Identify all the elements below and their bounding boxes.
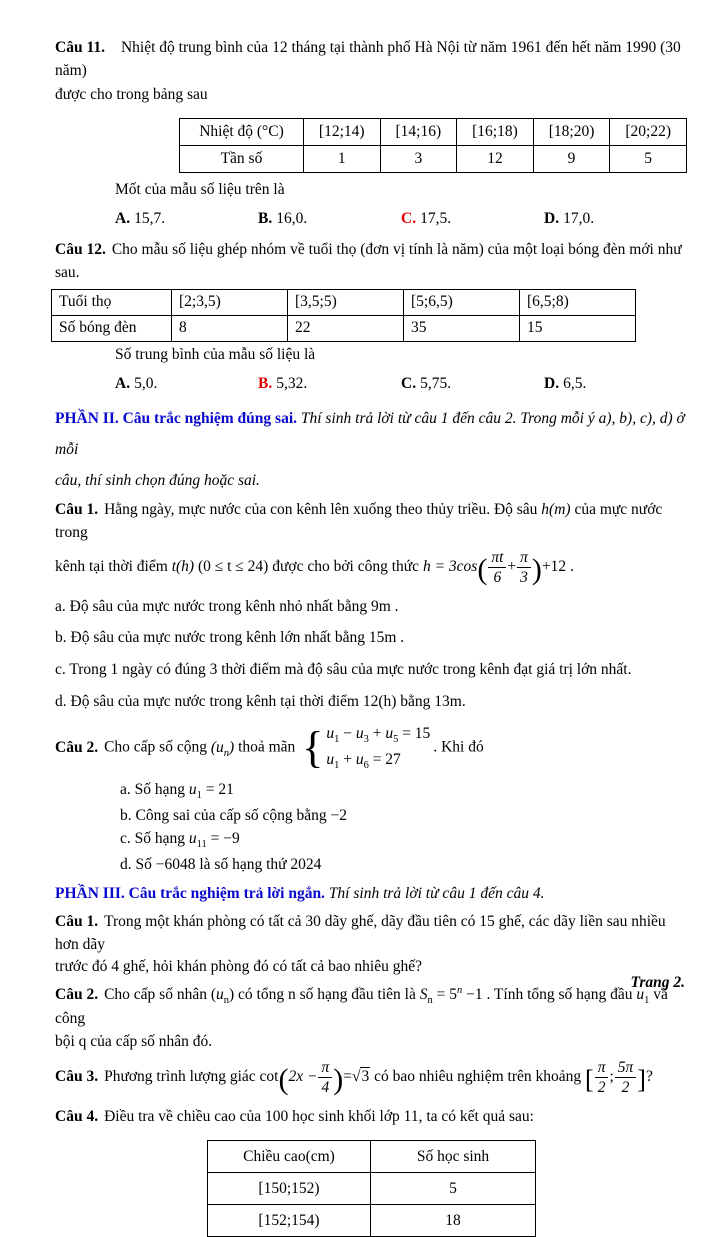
question-12-label: Câu 12.	[55, 241, 106, 259]
table-cell: [16;18)	[457, 118, 534, 145]
question-12-answers	[115, 373, 687, 395]
equals-sign: =	[343, 1068, 352, 1086]
table-cell: [18;20)	[533, 118, 610, 145]
part2-question-1	[55, 498, 687, 712]
table-cell: Tuổi thọ	[52, 289, 172, 315]
fraction	[594, 1059, 610, 1096]
fraction	[516, 549, 532, 586]
part3-q3-label: Câu 3.	[55, 1068, 99, 1086]
part3-q1-label: Câu 1.	[55, 913, 99, 931]
fraction	[317, 1059, 333, 1096]
table-cell: [14;16)	[380, 118, 457, 145]
equation-2: $u_1 + u_6 = 27$	[326, 751, 401, 772]
answer-letter: A.	[115, 375, 131, 393]
answer-option-b	[258, 208, 401, 230]
statement-a: a. Độ sâu của mực nước trong kênh nhỏ nhất bằng 9m .	[55, 597, 399, 615]
right-bracket: ]	[637, 1065, 646, 1095]
part2-q1-label: Câu 1.	[55, 501, 99, 518]
table-cell: 3	[380, 145, 457, 172]
part2-q1-text3: kênh tại thời điểm	[55, 557, 172, 575]
fraction-denominator: 3	[520, 568, 528, 586]
part3-q2-line2: bội q của cấp số nhân đó.	[55, 1032, 213, 1050]
fraction-numerator: πt	[488, 549, 506, 568]
answer-text: 5,75.	[420, 375, 452, 393]
table-cell: 18	[371, 1205, 536, 1237]
table-row	[180, 145, 687, 172]
part3-question-3	[55, 1059, 687, 1096]
part3-q2-line1: Cho cấp số nhân $(u_n)$ có tổng n số hạng đầu tiên là $S_n = 5^n -1$ . Tính tổng số hạng đầu $u_1$ và công	[55, 984, 668, 1028]
part2-q2-un: $(u_n)$	[210, 738, 235, 759]
table-cell: 8	[172, 315, 288, 341]
equation-system	[302, 722, 430, 774]
question-11-answers	[115, 208, 687, 230]
part2-instruction-line2: câu, thí sinh chọn đúng hoặc sai.	[55, 472, 260, 489]
fraction	[487, 549, 507, 586]
part2-heading: PHẦN II. Câu trắc nghiệm đúng sai.	[55, 410, 297, 427]
answer-letter: A.	[115, 210, 131, 228]
statement-c: c. Trong 1 ngày có đúng 3 thời điểm mà độ sâu của mực nước trong kênh đạt giá trị lớn nhất.	[55, 660, 632, 678]
table-cell: 12	[457, 145, 534, 172]
table-cell: 15	[520, 315, 636, 341]
part3-q4-label: Câu 4.	[55, 1108, 99, 1126]
answer-letter: D.	[544, 210, 560, 228]
question-mark: ?	[645, 1068, 653, 1086]
table-row	[208, 1141, 536, 1173]
question-12	[55, 238, 687, 285]
answer-text: 16,0.	[276, 210, 308, 228]
fraction-denominator: 4	[321, 1079, 330, 1097]
part3-q1-line1: Trong một khán phòng có tất cả 30 dãy ghế, dãy đầu tiên có 15 ghế, các dãy liền sau nhiều hơn dãy	[55, 913, 666, 953]
table-row	[52, 289, 636, 315]
answer-text: 15,7.	[134, 210, 166, 228]
right-paren: )	[333, 1063, 344, 1097]
right-paren: )	[531, 552, 542, 586]
system-brace: {	[302, 723, 324, 773]
table-row	[52, 315, 636, 341]
question-11-text-line1: Nhiệt độ trung bình của 12 tháng tại thành phố Hà Nội từ năm 1961 đến hết năm 1990 (30 năm)	[55, 39, 681, 80]
question-12-prompt: Số trung bình của mẫu số liệu là	[115, 345, 316, 363]
statement-b: b. Độ sâu của mực nước trong kênh lớn nhất bằng 15m .	[55, 629, 405, 647]
statement-d: d. Độ sâu của mực nước trong kênh tại thời điểm 12(h) bằng 13m.	[55, 692, 466, 710]
formula-tail: +12 .	[541, 557, 574, 575]
part3-question-2	[55, 983, 687, 1053]
fraction-numerator: π	[595, 1059, 609, 1078]
left-paren: (	[477, 552, 488, 586]
part2-q1-text2: của mực nước trong	[55, 501, 663, 542]
part3-q1-line2: trước đó 4 ghế, hỏi khán phòng đó có tất cả bao nhiêu ghế?	[55, 958, 422, 976]
table-cell: Số học sinh	[371, 1141, 536, 1173]
table-cell: 9	[533, 145, 610, 172]
fraction-numerator: π	[517, 549, 531, 568]
answer-text: 5,32.	[276, 375, 308, 393]
table-cell: Tần số	[180, 145, 304, 172]
part2-q2-text2: thoả mãn	[234, 738, 296, 756]
part2-q2-items	[120, 778, 687, 876]
table-cell: 35	[404, 315, 520, 341]
part3-q3-text1: Phương trình lượng giác cot	[104, 1068, 279, 1086]
equation-1: $u_1 - u_3 + u_5 = 15$	[326, 725, 431, 746]
table-cell: 5	[610, 145, 687, 172]
question-11	[55, 36, 687, 83]
answer-option-a	[115, 208, 258, 230]
answer-letter: B.	[258, 210, 273, 228]
answer-option-b	[258, 373, 401, 395]
answer-option-a	[115, 373, 258, 395]
table-cell: [20;22)	[610, 118, 687, 145]
part2-instruction-line1: Thí sinh trả lời từ câu 1 đến câu 2. Trong mỗi ý a), b), c), d) ở mỗi	[55, 410, 685, 458]
part2-question-2	[55, 722, 687, 876]
lifespan-table	[51, 289, 636, 342]
fraction-numerator: π	[318, 1059, 332, 1078]
table-cell: [5;6,5)	[404, 289, 520, 315]
question-11-label: Câu 11.	[55, 39, 105, 56]
table-cell: [3,5;5)	[288, 289, 404, 315]
system-equations	[326, 722, 430, 774]
answer-option-c	[401, 373, 544, 395]
answer-letter: C.	[401, 375, 417, 393]
part3-q4-text: Điều tra về chiều cao của 100 học sinh khối lớp 11, ta có kết quả sau:	[104, 1108, 534, 1126]
part2-q1-formula-line	[55, 549, 687, 586]
table-cell: Chiều cao(cm)	[208, 1141, 371, 1173]
answer-text: 5,0.	[134, 375, 158, 393]
part2-q1-th: t(h)	[171, 557, 195, 575]
item-d: d. Số −6048 là số hạng thứ 2024	[120, 855, 322, 873]
part3-question-4	[55, 1106, 687, 1128]
table-cell: Số bóng đèn	[52, 315, 172, 341]
sqrt-value: 3	[361, 1068, 370, 1086]
left-paren: (	[278, 1063, 289, 1097]
table-row	[208, 1173, 536, 1205]
question-11-prompt: Mốt của mẫu số liệu trên là	[115, 180, 285, 198]
fraction-denominator: 2	[621, 1079, 630, 1097]
part2-q2-text1: Cho cấp số cộng	[104, 738, 211, 756]
fraction-numerator: 5π	[615, 1059, 637, 1078]
formula-plus: +	[507, 557, 517, 575]
part3-instruction: Thí sinh trả lời từ câu 1 đến câu 4.	[328, 885, 545, 903]
answer-letter: D.	[544, 375, 560, 393]
table-cell: Nhiệt độ (°C)	[180, 118, 304, 145]
part2-q2-label: Câu 2.	[55, 738, 99, 756]
table-cell: [152;154)	[208, 1205, 371, 1237]
part3-q2-label: Câu 2.	[55, 986, 99, 1004]
table-cell: [150;152)	[208, 1173, 371, 1205]
item-b: b. Công sai của cấp số cộng bằng −2	[120, 806, 347, 824]
answer-text: 6,5.	[563, 375, 587, 393]
table-cell: 1	[303, 145, 380, 172]
part2-q2-text3: . Khi đó	[433, 738, 484, 756]
sqrt-icon: √	[351, 1068, 361, 1086]
table-cell: [12;14)	[303, 118, 380, 145]
part3-heading-block	[55, 882, 687, 905]
question-12-text: Cho mẫu số liệu ghép nhóm về tuổi thọ (đơn vị tính là năm) của một loại bóng đèn mới như sau.	[55, 241, 682, 282]
semicolon: ;	[609, 1068, 614, 1086]
table-cell: 22	[288, 315, 404, 341]
temperature-table	[179, 118, 687, 173]
table-cell: 5	[371, 1173, 536, 1205]
fraction-denominator: 2	[597, 1079, 606, 1097]
answer-letter-correct: B.	[258, 375, 273, 393]
fraction	[614, 1059, 638, 1096]
part2-q1-text1: Hằng ngày, mực nước của con kênh lên xuống theo thủy triều. Độ sâu	[104, 501, 542, 518]
fraction-denominator: 6	[493, 568, 502, 586]
part2-q1-hm: h(m)	[541, 501, 571, 518]
part3-q3-arg: 2x −	[288, 1068, 318, 1086]
answer-text: 17,5.	[420, 210, 452, 228]
table-row	[180, 118, 687, 145]
table-cell: [2;3,5)	[172, 289, 288, 315]
item-a: a. Số hạng $u_1 = 21$	[120, 781, 234, 802]
part2-q1-text4: (0 ≤ t ≤ 24) được cho bởi công thức	[194, 557, 423, 575]
part2-heading-block	[55, 403, 687, 465]
answer-option-d	[544, 208, 684, 230]
part2-instruction-line2-block	[55, 465, 687, 496]
part3-q3-text2: có bao nhiêu nghiệm trên khoảng	[370, 1068, 586, 1086]
item-c: c. Số hạng $u_{11} = -9$	[120, 830, 240, 851]
formula-lhs: h = 3cos	[422, 557, 478, 575]
height-table	[207, 1140, 536, 1237]
table-row	[208, 1205, 536, 1237]
part3-question-1	[55, 911, 687, 978]
question-11-text-line2: được cho trong bảng sau	[55, 85, 208, 103]
part3-heading: PHẦN III. Câu trắc nghiệm trả lời ngắn.	[55, 885, 325, 903]
answer-option-c	[401, 208, 544, 230]
answer-option-d	[544, 373, 684, 395]
table-cell: [6,5;8)	[520, 289, 636, 315]
page-number: Trang 2.	[630, 974, 685, 991]
answer-text: 17,0.	[563, 210, 595, 228]
answer-letter-correct: C.	[401, 210, 417, 228]
left-bracket: [	[585, 1065, 594, 1095]
